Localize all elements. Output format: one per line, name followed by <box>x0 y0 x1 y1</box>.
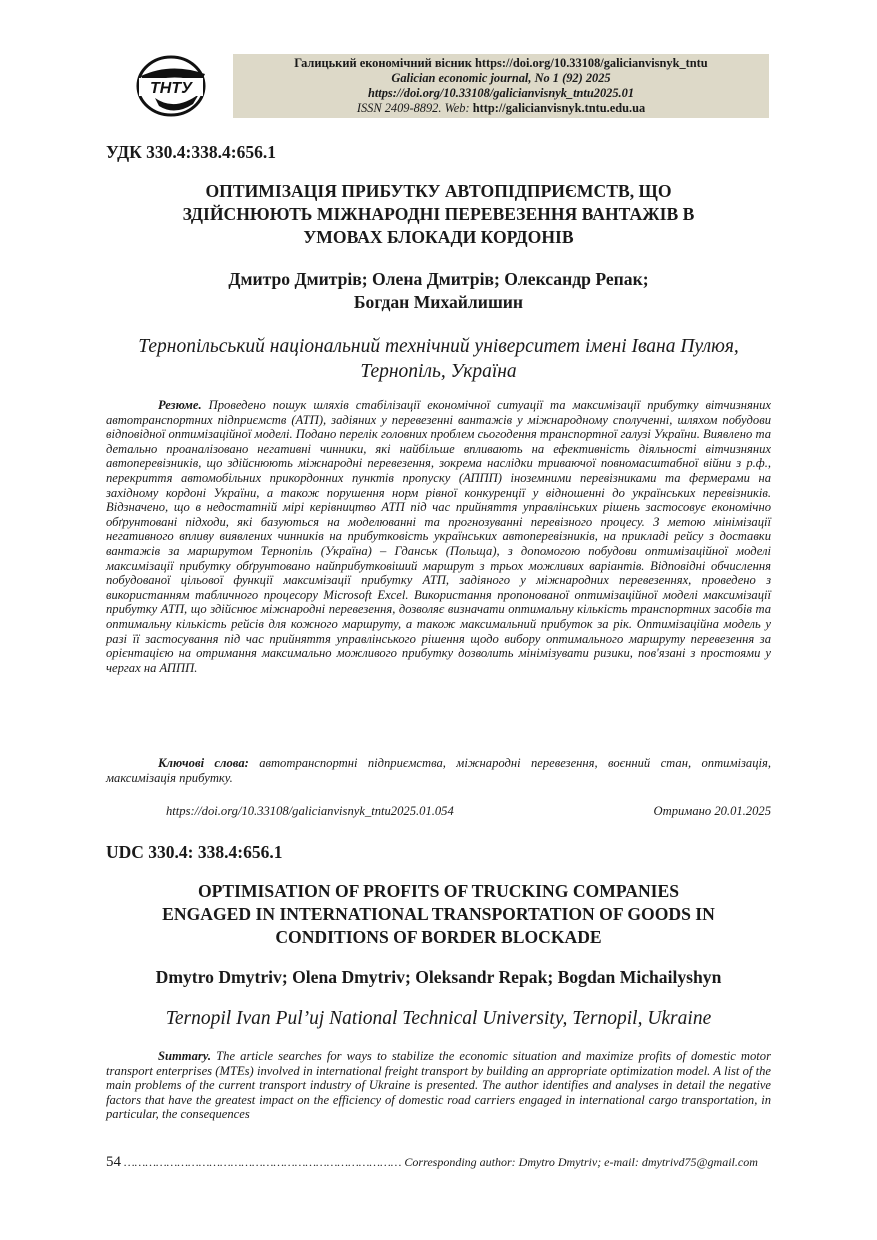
journal-issue-line: Galician economic journal, No 1 (92) 2025 <box>391 71 611 85</box>
abstract-label: Резюме. <box>158 398 202 412</box>
authors-ua: Дмитро Дмитрів; Олена Дмитрів; Олександр Репак; Богдан Михайлишин <box>228 269 649 312</box>
page-footer <box>106 1154 771 1171</box>
tntu-logo <box>135 54 207 118</box>
title-ua: ОПТИМІЗАЦІЯ ПРИБУТКУ АВТОПІДПРИЄМСТВ, ЩО ЗДІЙСНЮЮТЬ МІЖНАРОДНІ ПЕРЕВЕЗЕННЯ ВАНТАЖІВ В УМОВАХ БЛОКАДИ КОРДОНІВ <box>182 181 695 247</box>
udc-ua: УДК 330.4:338.4:656.1 <box>106 142 276 162</box>
keywords-label: Ключові слова: <box>158 756 249 770</box>
corresponding-author: Corresponding author: Dmytro Dmytriv; e-mail: dmytrivd75@gmail.com <box>404 1155 758 1169</box>
article-doi[interactable]: https://doi.org/10.33108/galicianvisnyk_tntu2025.01.054 <box>166 804 454 818</box>
summary-en: Summary. The article searches for ways to stabilize the economic situation and maximize profits of domestic motor transport enterprises (MTEs) involved in international freight transport by building an appropriate optimization model. A list of the main problems of the current transport industry of Ukraine is presented. The author identifies and analyses in detail the negative factors that have the greatest impact on the efficiency of domestic road carriers engaged in international cargo transportation, in particular, the consequences <box>106 1049 771 1122</box>
journal-doi-line: https://doi.org/10.33108/galicianvisnyk_tntu2025.01 <box>367 86 635 100</box>
keywords-ua: Ключові слова: автотранспортні підприємства, міжнародні перевезення, воєнний стан, оптимізація, максимізація прибутку. <box>106 756 771 785</box>
title-en: OPTIMISATION OF PROFITS OF TRUCKING COMPANIES ENGAGED IN INTERNATIONAL TRANSPORTATION OF GOODS IN CONDITIONS OF BORDER BLOCKADE <box>162 881 715 947</box>
logo-text: ТНТУ <box>150 80 192 97</box>
udc-en: UDC 330.4: 338.4:656.1 <box>106 842 283 862</box>
journal-header <box>105 52 770 120</box>
authors-en: Dmytro Dmytriv; Olena Dmytriv; Oleksandr Repak; Bogdan Michailyshyn <box>155 967 722 987</box>
received-date: Отримано 20.01.2025 <box>653 804 771 818</box>
journal-issn-line: ISSN 2409-8892. Web: http://galicianvisnyk.tntu.edu.ua <box>356 101 646 115</box>
summary-label: Summary. <box>158 1049 212 1063</box>
journal-title-line: Галицький економічний вісник https://doi.org/10.33108/galicianvisnyk_tntu <box>294 56 708 70</box>
footer-dots: …………………………………………………………………… <box>124 1155 402 1169</box>
abstract-ua: Резюме. Проведено пошук шляхів стабілізації економічної ситуації та максимізації прибутку вітчизняних автотранспортних підприємств (АТП), задіяних у перевезенні вантажів у міжнародному сполученні, шляхом побудови відповідної оптимізаційної моделі. Подано перелік головних проблем сьогодення транспортної галузі України. Виявлено та детально проаналізовано негативні чинники, які найбільше впливають на ефективність діяльності вітчизняних автоперевізників, що здійснюють міжнародні перевезення, зокрема наслідки триваючої повномасштабної війни з р.ф., перекриття автомобільних прикордонних пунктів пропуску (АППП) іноземними перевізниками та фермерами на західному кордоні України, а також порушення норм рівної конкуренції у відношенні до українських перевізників. Відзначено, що в недостатній мірі керівництво АТП під час прийняття управлінських рішень застосовує економічно обґрунтовані підходи, які базуються на моделюванні та прогнозуванні перевізного процесу. З метою мінімізації негативного впливу виявлених чинників на прибутковість українських автоперевізників, на прикладі рейсу з доставки вантажів за маршрутом Тернопіль (Україна) – Гданськ (Польща), з допомогою побудови оптимізаційної моделі максимізації прибутку обґрунтовано найприбутковіший маршрут з трьох можливих варіантів. Відповідні обчислення побудованої цільової функції максимізації прибутку АТП, задіяного у міжнародних перевезеннях, проведено з використанням табличного процесору Microsoft Excel. Використання пропонованої оптимізаційної моделі максимізації прибутку АТП, що здійснює міжнародні перевезення, дозволяє визначати оптимальну кількість транспортних засобів та оптимальну кількість рейсів для кожного маршруту, а також максимальний прибуток за рік. Оптимізаційна модель у разі її застосування під час прийняття управлінського рішення щодо вибору оптимального маршруту перевезення за орієнтацією на отримання максимально можливого прибутку дозволить мінімізувати ризики, пов'язані з простоями у чергах на АППП. <box>106 398 771 675</box>
page-number: 54 <box>106 1154 121 1170</box>
journal-web-link[interactable]: http://galicianvisnyk.tntu.edu.ua <box>472 101 646 115</box>
affiliation-en: Ternopil Ivan Pul’uj National Technical University, Ternopil, Ukraine <box>165 1008 712 1029</box>
affiliation-ua: Тернопільський національний технічний університет імені Івана Пулюя, Тернопіль, Україна <box>138 336 739 382</box>
journal-info-box <box>233 54 769 118</box>
